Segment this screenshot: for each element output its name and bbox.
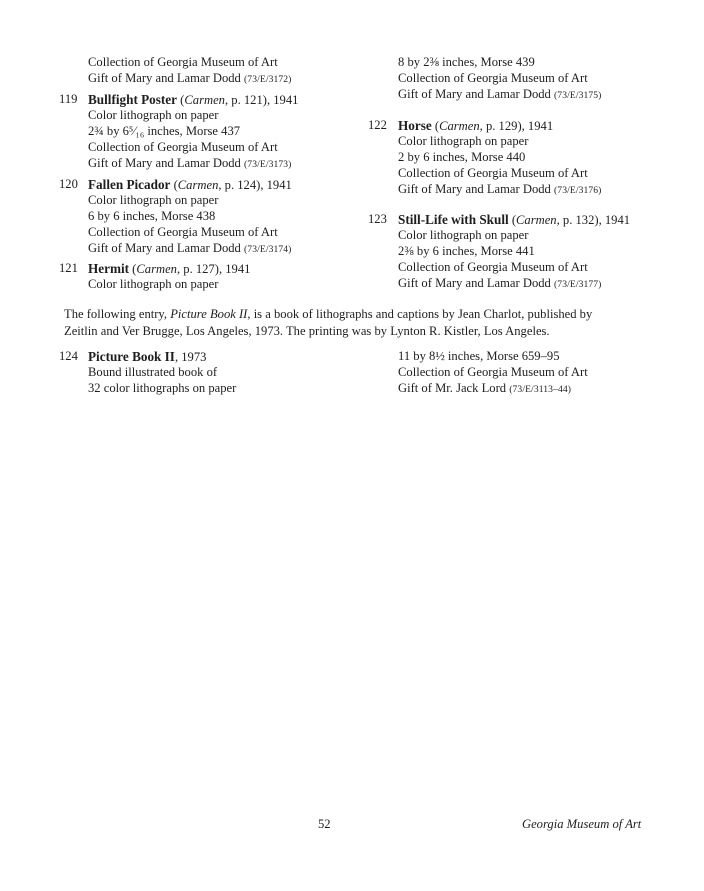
accession-number: (73/E/3113–44) — [509, 384, 572, 395]
entry-gift: Gift of Mr. Jack Lord (73/E/3113–44) — [398, 381, 572, 395]
accession-number: (73/E/3177) — [554, 279, 602, 290]
entry-title: Picture Book II — [88, 349, 175, 364]
entry-dimensions: 2⅜ by 6 inches, Morse 441 — [398, 244, 535, 258]
entry-dimensions: 11 by 8½ inches, Morse 659–95 — [398, 349, 560, 363]
entry-gift: Gift of Mary and Lamar Dodd (73/E/3174) — [88, 241, 292, 255]
entry-121-dimensions: 8 by 2⅜ inches, Morse 439 — [398, 55, 535, 69]
intro-line-1: The following entry, Picture Book II, is a book of lithographs and captions by Jean Charlot, published by — [64, 307, 593, 321]
entry-medium: Color lithograph on paper — [88, 193, 219, 207]
entry-title-line: Fallen Picador (Carmen, p. 124), 1941 — [88, 177, 292, 192]
entry-collection: Collection of Georgia Museum of Art — [398, 260, 588, 274]
page-number: 52 — [318, 817, 331, 831]
entry-number: 122 — [368, 118, 387, 132]
entry-medium: Color lithograph on paper — [88, 277, 219, 291]
entry-118-collection: Collection of Georgia Museum of Art — [88, 55, 278, 69]
entry-gift: Gift of Mary and Lamar Dodd (73/E/3177) — [398, 276, 602, 290]
entry-number: 119 — [59, 92, 78, 106]
entry-gift: Gift of Mary and Lamar Dodd (73/E/3176) — [398, 182, 602, 196]
accession-number: (73/E/3173) — [244, 159, 292, 170]
entry-title: Still-Life with Skull — [398, 212, 509, 227]
entry-medium: Color lithograph on paper — [88, 108, 219, 122]
accession-number: (73/E/3175) — [554, 90, 602, 101]
source-title: Carmen — [439, 119, 480, 133]
entry-121-gift: Gift of Mary and Lamar Dodd (73/E/3175) — [398, 87, 602, 101]
entry-number: 123 — [368, 212, 387, 226]
entry-title-line: Horse (Carmen, p. 129), 1941 — [398, 118, 554, 133]
entry-title: Fallen Picador — [88, 177, 171, 192]
accession-number: (73/E/3174) — [244, 244, 292, 255]
entry-description-2: 32 color lithographs on paper — [88, 381, 237, 395]
entry-121-collection: Collection of Georgia Museum of Art — [398, 71, 588, 85]
book-title: Picture Book II — [170, 307, 248, 321]
entry-collection: Collection of Georgia Museum of Art — [88, 225, 278, 239]
entry-dimensions: 2 by 6 inches, Morse 440 — [398, 150, 526, 164]
entry-title: Horse — [398, 118, 432, 133]
entry-dimensions: 2¾ by 6⁵⁄₁₆ inches, Morse 437 — [88, 124, 241, 138]
entry-title-line: Hermit (Carmen, p. 127), 1941 — [88, 261, 251, 276]
entry-collection: Collection of Georgia Museum of Art — [88, 140, 278, 154]
source-title: Carmen — [516, 213, 557, 227]
source-title: Carmen — [136, 262, 177, 276]
entry-title: Hermit — [88, 261, 130, 276]
intro-line-2: Zeitlin and Ver Brugge, Los Angeles, 1973. The printing was by Lynton R. Kistler, Los Angeles. — [64, 323, 550, 338]
source-title: Carmen, — [177, 178, 222, 192]
entry-number: 120 — [59, 177, 78, 191]
entry-dimensions: 6 by 6 inches, Morse 438 — [88, 209, 216, 223]
entry-title-line: Still-Life with Skull (Carmen, p. 132), 1941 — [398, 212, 631, 227]
entry-collection: Collection of Georgia Museum of Art — [398, 166, 588, 180]
entry-medium: Color lithograph on paper — [398, 134, 529, 148]
entry-title-line: Bullfight Poster (Carmen, p. 121), 1941 — [88, 92, 299, 107]
intro-paragraph — [64, 307, 660, 340]
accession-number: (73/E/3176) — [554, 185, 602, 196]
entry-number: 124 — [59, 349, 78, 363]
entry-collection: Collection of Georgia Museum of Art — [398, 365, 588, 379]
entry-title-line: Picture Book II, 1973 — [88, 349, 207, 364]
entry-medium: Color lithograph on paper — [398, 228, 529, 242]
publication-name: Georgia Museum of Art — [522, 817, 642, 831]
entry-title: Bullfight Poster — [88, 92, 178, 107]
entry-gift: Gift of Mary and Lamar Dodd (73/E/3173) — [88, 156, 292, 170]
entry-number: 121 — [59, 261, 78, 275]
entry-118-gift: Gift of Mary and Lamar Dodd (73/E/3172) — [88, 71, 292, 85]
accession-number: (73/E/3172) — [244, 74, 292, 85]
entry-description-1: Bound illustrated book of — [88, 365, 218, 379]
source-title: Carmen — [184, 93, 225, 107]
